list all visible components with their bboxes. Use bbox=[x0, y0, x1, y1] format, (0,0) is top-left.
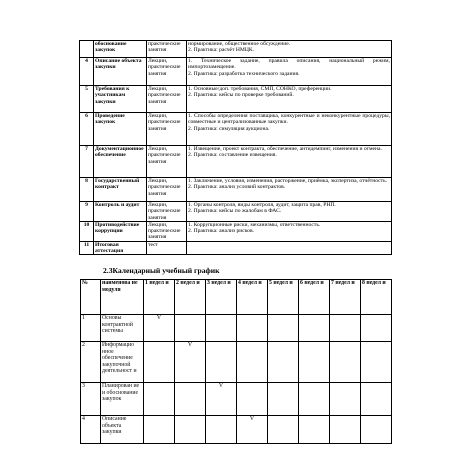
week-2-cell bbox=[175, 315, 206, 342]
week-6-cell bbox=[299, 315, 330, 342]
module-name: Планирован ие и обоснование закупок bbox=[101, 383, 144, 416]
row-number: 11 bbox=[80, 241, 94, 255]
description-line: 2. Практика: разработка технического задания. bbox=[188, 70, 300, 77]
week-2-cell bbox=[175, 416, 206, 444]
row-title: Описание объекта закупки bbox=[94, 58, 147, 86]
description-line: 2. Практика: кейсы по проверке требований. bbox=[188, 92, 294, 99]
table-row bbox=[80, 202, 392, 222]
description-line: 1. Основные/доп. требования, СМП, СОНКО, преференции. bbox=[188, 86, 332, 92]
description-line: 2. Практика: анализ условий контрактов. bbox=[188, 184, 286, 191]
row-description bbox=[187, 221, 392, 241]
row-description bbox=[187, 241, 392, 255]
table-row bbox=[80, 221, 392, 241]
row-number: 4 bbox=[81, 416, 101, 444]
row-number: 7 bbox=[80, 146, 94, 178]
row-title: Контроль и аудит bbox=[94, 202, 147, 222]
row-number: 4 bbox=[80, 58, 94, 86]
header-cell-number: № bbox=[81, 280, 101, 315]
week-8-cell bbox=[361, 342, 392, 383]
schedule-table bbox=[80, 279, 392, 444]
week-7-cell bbox=[330, 315, 361, 342]
row-description bbox=[187, 146, 392, 178]
table-row bbox=[80, 41, 392, 58]
table-row bbox=[80, 241, 392, 255]
schedule-row bbox=[81, 315, 392, 342]
week-1-cell bbox=[144, 383, 175, 416]
row-form: практические занятия bbox=[147, 41, 187, 58]
schedule-header-row bbox=[81, 280, 392, 315]
table-row bbox=[80, 146, 392, 178]
week-5-cell bbox=[268, 315, 299, 342]
week-8-cell bbox=[361, 383, 392, 416]
description-line: 1. Техническое задание, правила описания, национальный режим, импортозамещение. bbox=[188, 58, 390, 71]
row-form: Лекции, практические занятия bbox=[147, 146, 187, 178]
module-name: Основы контрактной системы bbox=[101, 315, 144, 342]
week-8-cell bbox=[361, 315, 392, 342]
week-6-cell bbox=[299, 383, 330, 416]
row-number: 1 bbox=[81, 315, 101, 342]
description-line: 1. Органы контроля, виды контроля, аудит, защита прав, РНП. bbox=[188, 202, 336, 208]
week-6-cell bbox=[299, 416, 330, 444]
schedule-row bbox=[81, 416, 392, 444]
row-number: 2 bbox=[81, 342, 101, 383]
row-title: Противодействие коррупции bbox=[94, 221, 147, 241]
description-line: 1. Извещение, проект контракта, обеспечение, антидемпинг, изменения и отмена. bbox=[188, 146, 382, 152]
schedule-row bbox=[81, 342, 392, 383]
row-title: Проведение закупок bbox=[94, 113, 147, 146]
header-cell-week-5: 5 недел и bbox=[268, 280, 299, 315]
table-row bbox=[80, 178, 392, 202]
row-number: 5 bbox=[80, 86, 94, 113]
table-row bbox=[80, 58, 392, 86]
week-8-cell bbox=[361, 416, 392, 444]
week-3-cell bbox=[206, 416, 237, 444]
row-title: Требования к участникам закупки bbox=[94, 86, 147, 113]
week-5-cell bbox=[268, 383, 299, 416]
schedule-row bbox=[81, 383, 392, 416]
week-3-cell bbox=[206, 342, 237, 383]
header-cell-week-4: 4 недел и bbox=[237, 280, 268, 315]
description-line: 2. Практика: расчёт НМЦК. bbox=[188, 47, 255, 54]
header-cell-week-3: 3 недел и bbox=[206, 280, 237, 315]
row-description bbox=[187, 178, 392, 202]
week-6-cell bbox=[299, 342, 330, 383]
row-description bbox=[187, 58, 392, 86]
description-line: 2. Практика: кейсы по жалобам в ФАС. bbox=[188, 208, 282, 215]
week-1-cell: V bbox=[144, 315, 175, 342]
description-line: 2. Практика: анализ рисков. bbox=[188, 228, 255, 235]
week-5-cell bbox=[268, 416, 299, 444]
row-number: 8 bbox=[80, 178, 94, 202]
module-name: Описание объекта закупки bbox=[101, 416, 144, 444]
week-4-cell: V bbox=[237, 416, 268, 444]
table-row bbox=[80, 113, 392, 146]
program-table bbox=[79, 40, 392, 255]
row-description bbox=[187, 113, 392, 146]
row-form: Лекции, практические занятия bbox=[147, 178, 187, 202]
program-table-body bbox=[80, 41, 392, 255]
header-cell-week-7: 7 недел и bbox=[330, 280, 361, 315]
week-5-cell bbox=[268, 342, 299, 383]
row-title: Документационное обеспечение bbox=[94, 146, 147, 178]
week-1-cell bbox=[144, 416, 175, 444]
week-3-cell: V bbox=[206, 383, 237, 416]
header-cell-module: наименова не модуля bbox=[101, 280, 144, 315]
header-cell-week-2: 2 недел и bbox=[175, 280, 206, 315]
description-line: 2. Практика: составление извещения. bbox=[188, 152, 277, 159]
table-row bbox=[80, 86, 392, 113]
week-7-cell bbox=[330, 383, 361, 416]
week-3-cell bbox=[206, 315, 237, 342]
row-number: 6 bbox=[80, 113, 94, 146]
header-cell-week-1: 1 недел и bbox=[144, 280, 175, 315]
row-description bbox=[187, 41, 392, 58]
week-1-cell bbox=[144, 342, 175, 383]
row-form: тест bbox=[147, 241, 187, 255]
description-line: 1. Заключение, условия, изменения, расторжение, приёмка, экспертиза, отчётность. bbox=[188, 178, 388, 184]
description-line: 1. Способы определения поставщика, конкурентные и неконкурентные процедуры, совместные и централизованные закупки. bbox=[188, 113, 390, 126]
schedule-table-body bbox=[81, 315, 392, 444]
week-4-cell bbox=[237, 383, 268, 416]
row-number: 9 bbox=[80, 202, 94, 222]
row-form: Лекции, практические занятия bbox=[147, 221, 187, 241]
week-4-cell bbox=[237, 315, 268, 342]
header-cell-week-8: 8 недел и bbox=[361, 280, 392, 315]
row-number: 10 bbox=[80, 221, 94, 241]
row-description bbox=[187, 202, 392, 222]
week-2-cell bbox=[175, 383, 206, 416]
row-description bbox=[187, 86, 392, 113]
row-form: Лекции, практические занятия bbox=[147, 202, 187, 222]
row-form: Лекции, практические занятия bbox=[147, 113, 187, 146]
row-title: обоснование закупок bbox=[94, 41, 147, 58]
section-heading: 2.3Календарный учебный график bbox=[103, 266, 220, 275]
row-number bbox=[80, 41, 94, 58]
description-line: 1. Коррупционные риски, механизмы, ответственность. bbox=[188, 221, 321, 228]
week-4-cell bbox=[237, 342, 268, 383]
header-cell-week-6: 6 недел и bbox=[299, 280, 330, 315]
description-line: нормирование, общественное обсуждение. bbox=[188, 41, 291, 47]
week-7-cell bbox=[330, 416, 361, 444]
row-number: 3 bbox=[81, 383, 101, 416]
week-2-cell: V bbox=[175, 342, 206, 383]
row-form: Лекции, практические занятия bbox=[147, 86, 187, 113]
module-name: Информацио нное обеспечение закупочной деятельност и bbox=[101, 342, 144, 383]
row-title: Государственный контракт bbox=[94, 178, 147, 202]
row-form: Лекции, практические занятия bbox=[147, 58, 187, 86]
week-7-cell bbox=[330, 342, 361, 383]
description-line: 2. Практика: симуляция аукциона. bbox=[188, 125, 270, 132]
row-title: Итоговая аттестация bbox=[94, 241, 147, 255]
